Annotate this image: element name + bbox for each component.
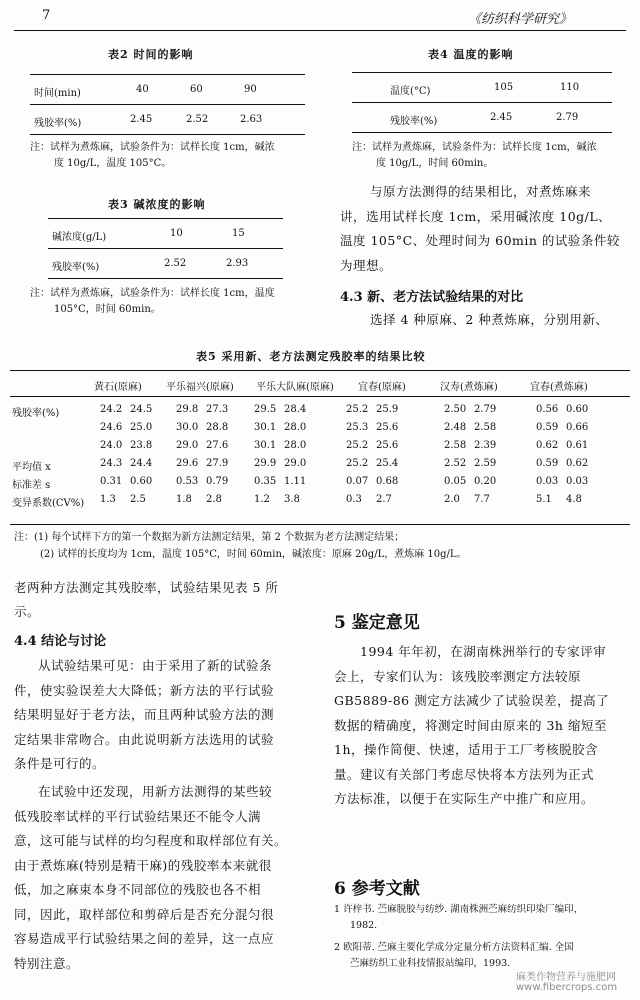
table-3-note-line: 105°C，时间 60min。	[54, 304, 161, 315]
paragraph-line: 定结果非常吻合。由此说明新方法选用的试验	[14, 731, 275, 747]
right-paragraph-1-line: 温度 105°C、处理时间为 60min 的试验条件较	[340, 233, 620, 248]
paragraph-line: 从试验结果可见：由于采用了新的试验条	[38, 658, 273, 673]
table-rule	[48, 248, 283, 249]
table-5-cell: 24.4	[130, 458, 153, 469]
table-5-cell: 0.60	[566, 404, 589, 415]
table-cell: 2.52	[186, 114, 209, 125]
table-4-note-line: 度 10g/L，时间 60min。	[376, 158, 494, 169]
table-cell: 10	[170, 228, 183, 239]
paragraph-line: 同，因此，取样部位和剪碎后是否充分混匀很	[14, 906, 275, 922]
table-5-cell: 0.03	[536, 476, 559, 487]
right-paragraph-1-line: 与原方法测得的结果相比，对煮炼麻来	[370, 184, 592, 199]
paragraph-line: 1h，操作简便、快速，适用于工厂考核脱胶含	[334, 742, 599, 757]
table-5-cell: 0.79	[206, 476, 229, 487]
table-5-cell: 4.8	[566, 494, 582, 505]
table-5-cell: 25.2	[346, 440, 369, 451]
paragraph-line: 容易造成平行试验结果之间的差异，这一点应	[14, 931, 275, 946]
table-cell: 2.79	[556, 112, 579, 123]
table-5-cell: 2.8	[206, 494, 222, 505]
table-5-cell: 0.53	[176, 476, 199, 487]
table-cell: 15	[232, 228, 245, 239]
table-5-header: 汉寿(煮炼麻)	[440, 382, 498, 393]
table-2-row1-label: 时间(min)	[34, 88, 81, 99]
journal-title: 《纺织科学研究》	[468, 12, 573, 27]
table-cell: 2.52	[164, 258, 187, 269]
table-cell: 40	[136, 84, 149, 95]
table-5-row-label: 残胶率(%)	[12, 408, 60, 419]
table-2-note-line: 注：试样为煮炼麻，试验条件为：试样长度 1cm，碱浓	[30, 142, 275, 153]
section-4-3-heading: 4.3 新、老方法试验结果的对比	[340, 290, 524, 305]
reference-line: 苎麻纺织工业科技情报站编印，1993.	[350, 958, 511, 969]
table-rule	[10, 396, 630, 397]
paragraph-line: 结果明显好于老方法，而且两种试验方法的测	[14, 707, 275, 722]
table-5-cell: 29.5	[254, 404, 277, 415]
table-rule	[30, 74, 305, 75]
section-4-4-heading: 4.4 结论与讨论	[14, 634, 107, 649]
table-5-cell: 29.0	[284, 458, 307, 469]
table-5-cell: 23.8	[130, 440, 153, 451]
paragraph-line: 由于煮炼麻(特别是精干麻)的残胶率本来就很	[14, 857, 272, 873]
table-rule	[30, 104, 305, 105]
table-rule	[352, 132, 612, 133]
header-rule	[14, 30, 626, 31]
table-cell: 2.63	[240, 114, 263, 125]
table-5-cell: 3.8	[284, 494, 300, 505]
paragraph-line: 量。建议有关部门考虑尽快将本方法列为正式	[334, 766, 595, 782]
table-5-cell: 2.0	[444, 494, 460, 505]
table-3-note-line: 注：试样为煮炼麻，试验条件为：试样长度 1cm，温度	[30, 288, 275, 299]
table-5-cell: 0.35	[254, 476, 277, 487]
table-5-cell: 2.58	[444, 440, 467, 451]
table-5-cell: 0.05	[444, 476, 467, 487]
table-5-cell: 27.9	[206, 458, 229, 469]
table-5-cell: 7.7	[474, 494, 490, 505]
watermark-url: www.fibercrops.com	[516, 982, 618, 993]
left-lead-line: 老两种方法测定其残胶率，试验结果见表 5 所	[14, 580, 279, 595]
table-5-header: 宜春(煮炼麻)	[530, 382, 588, 393]
table-5-cell: 24.6	[100, 422, 123, 433]
table-5-cell: 0.20	[474, 476, 497, 487]
paragraph-line: 低残胶率试样的平行试验结果还不能令人满	[14, 808, 262, 824]
table-5-cell: 24.0	[100, 440, 123, 451]
table-5-cell: 2.58	[474, 422, 497, 433]
table-cell: 110	[560, 82, 580, 93]
table-rule	[10, 524, 630, 525]
table-5-cell: 25.6	[376, 440, 399, 451]
table-5-row-label: 标准差 s	[12, 480, 51, 491]
table-5-cell: 27.3	[206, 404, 229, 415]
table-5-cell: 0.03	[566, 476, 589, 487]
paragraph-line: 在试验中还发现，用新方法测得的某些较	[38, 784, 273, 799]
table-3-row2-label: 残胶率(%)	[52, 262, 100, 273]
table-5-cell: 25.2	[346, 458, 369, 469]
section-4-3-lead: 选择 4 种原麻、2 种煮炼麻，分别用新、	[370, 312, 609, 327]
reference-line: 1982.	[350, 920, 378, 931]
paragraph-line: GB5889-86 测定方法减少了试验误差，提高了	[334, 693, 610, 708]
table-5-cell: 0.59	[536, 422, 559, 433]
table-5-cell: 0.07	[346, 476, 369, 487]
table-5-cell: 0.62	[566, 458, 589, 469]
table-5-cell: 0.62	[536, 440, 559, 451]
table-5-cell: 0.61	[566, 440, 589, 451]
table-2-note-line: 度 10g/L，温度 105°C。	[54, 158, 172, 169]
table-5-header: 宜春(原麻)	[358, 382, 406, 393]
table-cell: 2.45	[130, 114, 153, 125]
table-5-cell: 0.56	[536, 404, 559, 415]
table-5-cell: 30.0	[176, 422, 199, 433]
paragraph-line: 1994 年年初，在湖南株洲举行的专家评审	[360, 644, 607, 659]
left-lead-line: 示。	[14, 604, 41, 619]
table-rule	[352, 102, 612, 103]
table-5-cell: 2.39	[474, 440, 497, 451]
right-paragraph-1-line: 讲，选用试样长度 1cm，采用碱浓度 10g/L、	[340, 208, 612, 224]
table-2-title: 表2 时间的影响	[108, 48, 194, 61]
table-5-cell: 0.3	[346, 494, 362, 505]
table-cell: 2.45	[490, 112, 513, 123]
table-5-cell: 2.59	[474, 458, 497, 469]
table-5-cell: 25.9	[376, 404, 399, 415]
table-rule	[10, 370, 630, 371]
table-5-cell: 27.6	[206, 440, 229, 451]
table-4-row1-label: 温度(°C)	[390, 86, 431, 97]
table-rule	[48, 278, 283, 279]
table-cell: 60	[190, 84, 203, 95]
table-5-cell: 0.31	[100, 476, 123, 487]
table-5-cell: 25.0	[130, 422, 153, 433]
table-5-cell: 29.6	[176, 458, 199, 469]
table-5-cell: 28.0	[284, 422, 307, 433]
section-6-heading: 6 参考文献	[334, 879, 420, 899]
table-rule	[30, 134, 305, 135]
table-5-cell: 0.60	[130, 476, 153, 487]
table-cell: 90	[244, 84, 257, 95]
table-rule	[352, 72, 612, 73]
table-5-cell: 24.5	[130, 404, 153, 415]
reference-line: 1 许梓书. 苎麻脱胶与纺纱. 湖南株洲苎麻纺织印染厂编印，	[334, 904, 584, 915]
reference-line: 2 欧阳蒂. 苎麻主要化学成分定量分析方法资料汇编. 全国	[334, 942, 574, 953]
table-5-cell: 0.66	[566, 422, 589, 433]
paragraph-line: 意，这可能与试样的均匀程度和取样部位有关。	[14, 833, 288, 848]
table-4-row2-label: 残胶率(%)	[390, 116, 438, 127]
table-5-header: 黄石(原麻)	[94, 382, 142, 393]
table-2-row2-label: 残胶率(%)	[34, 118, 82, 129]
table-3-row1-label: 碱浓度(g/L)	[52, 232, 107, 243]
table-5-row-label: 变异系数(CV%)	[12, 498, 85, 509]
table-4-note-line: 注：试样为煮炼麻，试验条件为：试样长度 1cm，碱浓	[352, 142, 597, 153]
table-5-cell: 2.7	[376, 494, 392, 505]
table-5-header: 平乐大队麻(原麻)	[256, 382, 334, 393]
table-5-cell: 5.1	[536, 494, 552, 505]
right-paragraph-1-line: 为理想。	[340, 257, 393, 273]
table-5-cell: 2.48	[444, 422, 467, 433]
table-5-cell: 24.3	[100, 458, 123, 469]
table-5-cell: 30.1	[254, 422, 277, 433]
table-5-title: 表5 采用新、老方法测定残胶率的结果比较	[196, 350, 426, 363]
section-5-heading: 5 鉴定意见	[334, 613, 420, 633]
table-3-title: 表3 碱浓度的影响	[108, 198, 206, 211]
table-5-cell: 0.59	[536, 458, 559, 469]
table-5-row-label: 平均值 x	[12, 462, 51, 473]
table-5-cell: 2.5	[130, 494, 146, 505]
table-5-cell: 1.11	[284, 476, 307, 487]
paragraph-line: 条件是可行的。	[14, 756, 106, 771]
table-5-cell: 2.52	[444, 458, 467, 469]
table-5-header: 平乐福兴(原麻)	[166, 382, 234, 393]
table-5-cell: 2.50	[444, 404, 467, 415]
paragraph-line: 特别注意。	[14, 955, 80, 971]
table-5-cell: 0.68	[376, 476, 399, 487]
table-5-note-line: (2) 试样的长度均为 1cm，温度 105°C，时间 60min，碱浓度：原麻 20g/L，煮炼麻 10g/L。	[40, 549, 467, 560]
table-5-note-line: 注：(1) 每个试样下方的第一个数据为新方法测定结果，第 2 个数据为老方法测定结果；	[14, 532, 405, 543]
paragraph-line: 会上，专家们认为：该残胶率测定方法较原	[334, 668, 582, 684]
table-5-cell: 25.2	[346, 404, 369, 415]
table-cell: 105	[494, 82, 514, 93]
table-5-cell: 29.8	[176, 404, 199, 415]
table-5-cell: 2.79	[474, 404, 497, 415]
table-rule	[48, 218, 283, 219]
table-5-cell: 29.9	[254, 458, 277, 469]
paragraph-line: 低，加之麻束本身不同部位的残胶也各不相	[14, 882, 262, 897]
table-5-cell: 1.8	[176, 494, 192, 505]
table-5-cell: 25.3	[346, 422, 369, 433]
table-5-cell: 25.6	[376, 422, 399, 433]
table-cell: 2.93	[226, 258, 249, 269]
table-5-cell: 24.2	[100, 404, 123, 415]
watermark-text: 麻类作物营养与施肥网	[516, 972, 616, 983]
table-5-cell: 28.0	[284, 440, 307, 451]
table-5-cell: 28.4	[284, 404, 307, 415]
table-5-cell: 30.1	[254, 440, 277, 451]
table-5-cell: 29.0	[176, 440, 199, 451]
table-5-cell: 1.3	[100, 494, 116, 505]
table-5-cell: 25.4	[376, 458, 399, 469]
paragraph-line: 数据的精确度，将测定时间由原来的 3h 缩短至	[334, 717, 607, 733]
table-4-title: 表4 温度的影响	[428, 48, 514, 61]
table-5-cell: 28.8	[206, 422, 229, 433]
table-5-cell: 1.2	[254, 494, 270, 505]
page-number: 7	[42, 8, 51, 23]
paragraph-line: 件，使实验误差大大降低；新方法的平行试验	[14, 682, 275, 698]
paragraph-line: 方法标准，以便于在实际生产中推广和应用。	[334, 791, 595, 806]
